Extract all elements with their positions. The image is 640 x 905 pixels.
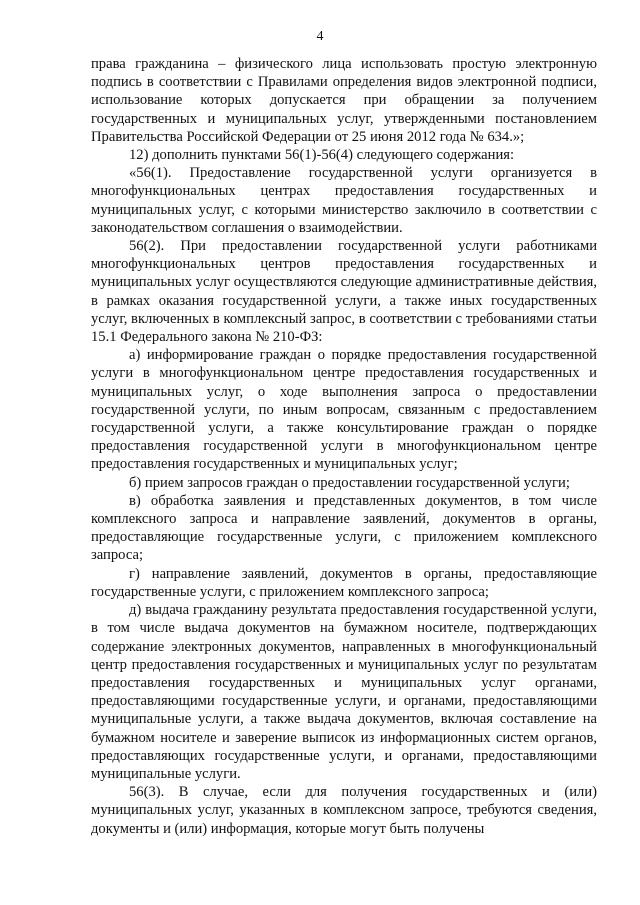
page-number: 4 [316, 29, 324, 44]
paragraph: д) выдача гражданину результата предоставления государственной услуги, в том числе выдача документов на бумажном носителе, подтверждающих содержание электронных документов, направленных в многофункциональный центр предоставления государственных и муниципальных услуг по результатам предоставления государственных и муниципальных услуг органами, предоставляющими государственные услуги, и органами, предоставляющими муниципальные услуги, а также выдача документов, включая составление на бумажном носителе и заверение выписок из информационных систем органов, предоставляющих государственные услуги, и органами, предоставляющими муниципальные услуги. [91, 602, 597, 782]
paragraph: в) обработка заявления и представленных документов, в том числе комплексного запроса и направление заявлений, документов в органы, предоставляющие государственные услуги, с приложением комплексного запроса; [91, 492, 597, 564]
paragraph: а) информирование граждан о порядке предоставления государственной услуги в многофункциональном центре предоставления государственных и муниципальных услуг, о ходе выполнения запроса о предоставлении государственной услуги, по иным вопросам, связанным с предоставлением государственной услуги, а также консультирование граждан о порядке предоставления государственной услуги в многофункциональном центре предоставления государственных и муниципальных услуг; [91, 347, 597, 473]
paragraph: 12) дополнить пунктами 56(1)-56(4) следующего содержания: [129, 147, 515, 164]
document-body [91, 55, 597, 838]
paragraph: права гражданина – физического лица использовать простую электронную подпись в соответствии с Правилами определения видов электронной подписи, использование которых допускается при обращении за получением государственных и муниципальных услуг, утвержденными постановлением Правительства Российской Федерации от 25 июня 2012 года № 634.»; [91, 56, 597, 145]
paragraph: г) направление заявлений, документов в органы, предоставляющие государственные услуги, с приложением комплексного запроса; [91, 565, 597, 600]
paragraph: 56(3). В случае, если для получения государственных и (или) муниципальных услуг, указанных в комплексном запросе, требуются сведения, документы и (или) информация, которые могут быть получены [91, 784, 597, 837]
paragraph: 56(2). При предоставлении государственной услуги работниками многофункциональных центров предоставления государственных и муниципальных услуг осуществляются следующие административные действия, в рамках оказания государственной услуги, а также иных государственных услуг, включенных в комплексный запрос, в соответствии с требованиями статьи 15.1 Федерального закона № 210-ФЗ: [91, 238, 597, 346]
paragraph: б) прием запросов граждан о предоставлении государственной услуги; [129, 474, 570, 491]
paragraph: «56(1). Предоставление государственной услуги организуется в многофункциональных центрах предоставления государственных и муниципальных услуг, с которыми министерство заключило в соответствии с законодательством соглашения о взаимодействии. [91, 165, 597, 236]
